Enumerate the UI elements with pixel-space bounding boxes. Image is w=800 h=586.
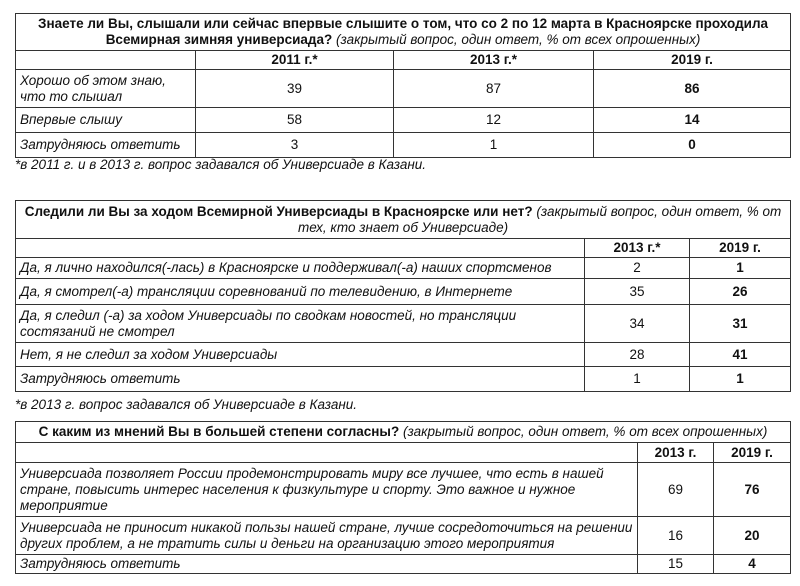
cell-value: 26	[690, 279, 791, 305]
row-label: Да, я лично находился(-лась) в Красноярске и поддерживал(-а) наших спортсменов	[16, 258, 585, 279]
row-label: Нет, я не следил за ходом Универсиады	[16, 343, 585, 367]
cell-value: 4	[714, 555, 791, 574]
cell-value: 14	[594, 108, 791, 133]
table3-header-2019: 2019 г.	[714, 443, 791, 463]
cell-value: 35	[585, 279, 690, 305]
table-row	[16, 367, 791, 392]
table-row	[16, 70, 791, 108]
table3-question	[16, 422, 791, 443]
table3-header-2013: 2013 г.	[638, 443, 714, 463]
table2-header-empty	[16, 239, 585, 258]
table-row	[16, 343, 791, 367]
cell-value: 76	[714, 463, 791, 517]
row-label: Впервые слышу	[16, 108, 196, 133]
table2-question-note: (закрытый вопрос, один ответ, % от тех, кто знает об Универсиаде)	[297, 203, 782, 235]
cell-value: 15	[638, 555, 714, 574]
row-label: Затрудняюсь ответить	[16, 133, 196, 158]
row-label: Да, я следил (-а) за ходом Универсиады по сводкам новостей, но трансляции состязаний не смотрел	[16, 305, 585, 343]
row-label: Да, я смотрел(-а) трансляции соревнований по телевидению, в Интернете	[16, 279, 585, 305]
cell-value: 69	[638, 463, 714, 517]
table-universiade-awareness	[15, 13, 791, 158]
cell-value: 58	[196, 108, 394, 133]
table1-footnote: *в 2011 г. и в 2013 г. вопрос задавался об Универсиаде в Казани.	[15, 157, 427, 172]
cell-value: 20	[714, 517, 791, 555]
table1-question-note: (закрытый вопрос, один ответ, % от всех опрошенных)	[336, 32, 701, 47]
table2-footnote: *в 2013 г. вопрос задавался об Универсиаде в Казани.	[15, 397, 358, 412]
table1-header-2019: 2019 г.	[594, 51, 791, 70]
cell-value: 41	[690, 343, 791, 367]
table-row	[16, 555, 791, 574]
table2-question	[16, 201, 791, 239]
table1-header-2011: 2011 г.*	[196, 51, 394, 70]
table-row	[16, 133, 791, 158]
cell-value: 86	[594, 70, 791, 108]
cell-value: 28	[585, 343, 690, 367]
table2-header-2013: 2013 г.*	[585, 239, 690, 258]
table-universiade-following	[15, 200, 791, 392]
table-row	[16, 305, 791, 343]
table-row	[16, 279, 791, 305]
row-label: Затрудняюсь ответить	[16, 367, 585, 392]
cell-value: 39	[196, 70, 394, 108]
table2-question-text: Следили ли Вы за ходом Всемирной Универсиады в Красноярске или нет?	[24, 203, 533, 219]
cell-value: 0	[594, 133, 791, 158]
cell-value: 12	[394, 108, 594, 133]
cell-value: 3	[196, 133, 394, 158]
table-row	[16, 108, 791, 133]
cell-value: 1	[690, 258, 791, 279]
cell-value: 2	[585, 258, 690, 279]
cell-value: 1	[690, 367, 791, 392]
table1-header-2013: 2013 г.*	[394, 51, 594, 70]
table1-header-empty	[16, 51, 196, 70]
table-row	[16, 258, 791, 279]
table2-header-2019: 2019 г.	[690, 239, 791, 258]
cell-value: 16	[638, 517, 714, 555]
table-universiade-opinions	[15, 421, 791, 574]
row-label: Универсиада не приносит никакой пользы нашей стране, лучше сосредоточиться на решении других проблем, а не тратить силы и деньги на организацию этого мероприятия	[16, 517, 638, 555]
table3-question-text: С каким из мнений Вы в большей степени согласны?	[38, 424, 400, 439]
cell-value: 87	[394, 70, 594, 108]
cell-value: 1	[585, 367, 690, 392]
cell-value: 31	[690, 305, 791, 343]
table-row	[16, 463, 791, 517]
row-label: Хорошо об этом знаю, что то слышал	[16, 70, 196, 108]
cell-value: 34	[585, 305, 690, 343]
cell-value: 1	[394, 133, 594, 158]
table1-question	[16, 14, 791, 51]
row-label: Универсиада позволяет России продемонстрировать миру все лучшее, что есть в нашей стране, повысить интерес населения к физкультуре и спорту. Это важное и нужное мероприятие	[16, 463, 638, 517]
table-row	[16, 517, 791, 555]
row-label: Затрудняюсь ответить	[16, 555, 638, 574]
table3-question-note: (закрытый вопрос, один ответ, % от всех опрошенных)	[402, 424, 768, 439]
table1-question-text: Знаете ли Вы, слышали или сейчас впервые слышите о том, что со 2 по 12 марта в Красноярске проходила Всемирная зимняя универсиада?	[38, 16, 769, 47]
table3-header-empty	[16, 443, 638, 463]
